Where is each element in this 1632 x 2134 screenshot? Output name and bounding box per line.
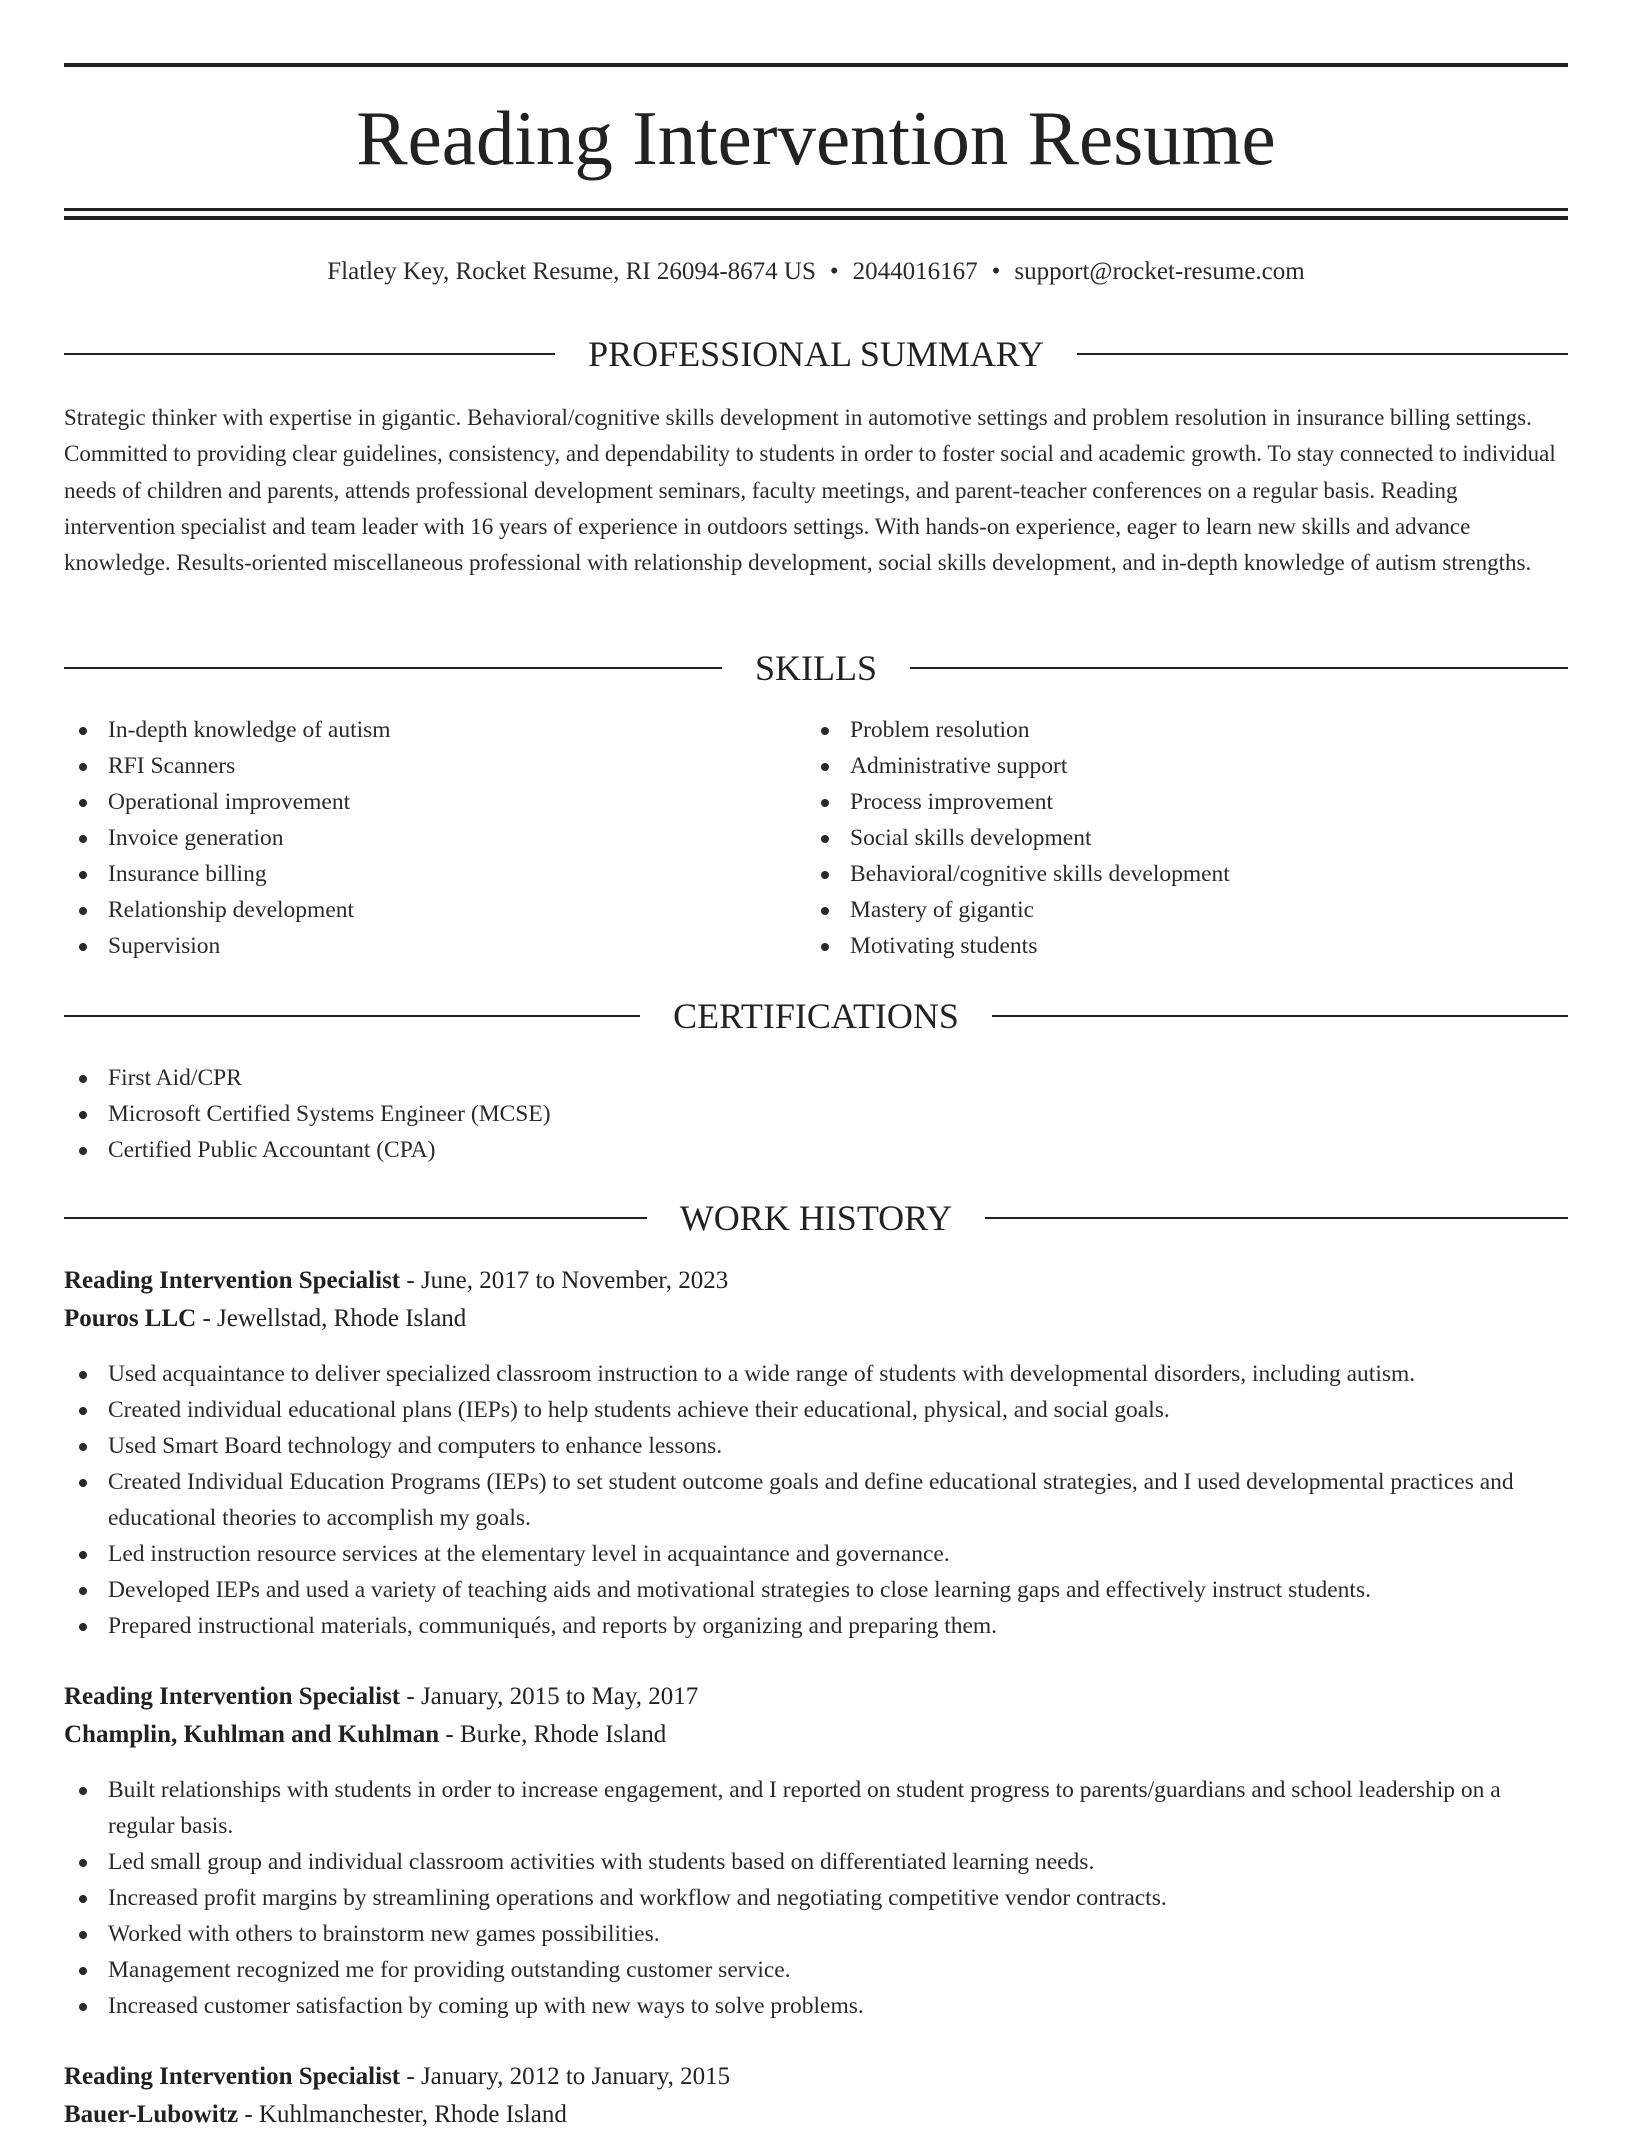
job-duty: Developed IEPs and used a variety of teaching aids and motivational strategies to close learning gaps and effectively instruct students.: [64, 1572, 1568, 1608]
contact-separator: •: [991, 258, 1001, 285]
section-rule: [64, 353, 555, 355]
title-double-rule: [64, 208, 1568, 219]
skill-item: In-depth knowledge of autism: [64, 712, 804, 748]
skill-item: RFI Scanners: [64, 748, 804, 784]
job-location: Jewellstad, Rhode Island: [217, 1305, 467, 1332]
certification-item: Microsoft Certified Systems Engineer (MCSE): [64, 1096, 1568, 1132]
job-title-line: Reading Intervention Specialist - June, 2017 to November, 2023: [64, 1267, 729, 1294]
section-rule: [64, 1015, 640, 1017]
certification-item: First Aid/CPR: [64, 1060, 1568, 1096]
skill-item: Behavioral/cognitive skills development: [806, 856, 1568, 892]
skill-item: Insurance billing: [64, 856, 804, 892]
job-location: Kuhlmanchester, Rhode Island: [258, 2101, 567, 2128]
skill-item: Motivating students: [806, 928, 1568, 964]
job-duty: Created individual educational plans (IEPs) to help students achieve their educational, physical, and social goals.: [64, 1392, 1568, 1428]
section-rule: [1077, 353, 1568, 355]
job-duty: Management recognized me for providing outstanding customer service.: [64, 1952, 1568, 1988]
job-duty: Built relationships with students in order to increase engagement, and I reported on student progress to parents/guardians and school leadership on a regular basis.: [64, 1772, 1568, 1844]
section-title-certifications: CERTIFICATIONS: [673, 996, 959, 1036]
job-company-line: Pouros LLC - Jewellstad, Rhode Island: [64, 1305, 467, 1332]
job-duties-list: [64, 1772, 1568, 2024]
job-company-line: Bauer-Lubowitz - Kuhlmanchester, Rhode Island: [64, 2101, 567, 2128]
section-header-skills: [64, 646, 1568, 690]
skill-item: Relationship development: [64, 892, 804, 928]
section-title-work: WORK HISTORY: [679, 1198, 953, 1238]
job-duty: Prepared instructional materials, communiqués, and reports by organizing and preparing them.: [64, 1608, 1568, 1644]
job-duty: Used Smart Board technology and computers to enhance lessons.: [64, 1428, 1568, 1464]
job-company: Bauer-Lubowitz: [64, 2101, 239, 2128]
section-title-skills: SKILLS: [755, 648, 878, 688]
job-duties-list: [64, 1356, 1568, 1644]
job-dates: January, 2012 to January, 2015: [420, 2063, 731, 2090]
skill-item: Problem resolution: [806, 712, 1568, 748]
certification-item: Certified Public Accountant (CPA): [64, 1132, 1568, 1168]
skill-item: Supervision: [64, 928, 804, 964]
contact-email: support@rocket-resume.com: [1014, 258, 1305, 285]
section-header-summary: [64, 332, 1568, 376]
job-duty: Led small group and individual classroom activities with students based on differentiated learning needs.: [64, 1844, 1568, 1880]
skill-item: Operational improvement: [64, 784, 804, 820]
certifications-list: [64, 1060, 1568, 1168]
resume-title: Reading Intervention Resume: [356, 95, 1276, 181]
skill-item: Social skills development: [806, 820, 1568, 856]
job-title: Reading Intervention Specialist: [64, 1683, 401, 1710]
section-header-certifications: [64, 994, 1568, 1038]
section-title-summary: PROFESSIONAL SUMMARY: [588, 334, 1044, 374]
contact-phone: 2044016167: [852, 258, 978, 285]
section-header-work: [64, 1196, 1568, 1240]
top-rule: [64, 63, 1568, 67]
job-duty: Created Individual Education Programs (IEPs) to set student outcome goals and define educational strategies, and I used developmental practices and educational theories to accomplish my goals.: [64, 1464, 1568, 1536]
section-rule: [910, 667, 1568, 669]
skill-item: Process improvement: [806, 784, 1568, 820]
job-dates: January, 2015 to May, 2017: [420, 1683, 699, 1710]
section-rule: [64, 1217, 647, 1219]
job-company: Pouros LLC: [64, 1305, 197, 1332]
skill-item: Invoice generation: [64, 820, 804, 856]
contact-address: Flatley Key, Rocket Resume, RI 26094-8674 US: [327, 258, 816, 285]
contact-line: [64, 252, 1568, 292]
job-duty: Used acquaintance to deliver specialized classroom instruction to a wide range of students with developmental disorders, including autism.: [64, 1356, 1568, 1392]
section-rule: [985, 1217, 1568, 1219]
skills-list-left: [64, 712, 804, 964]
job-duty: Led instruction resource services at the elementary level in acquaintance and governance.: [64, 1536, 1568, 1572]
job-title: Reading Intervention Specialist: [64, 1267, 401, 1294]
section-rule: [992, 1015, 1568, 1017]
job-title-line: Reading Intervention Specialist - January, 2015 to May, 2017: [64, 1683, 699, 1710]
job-company-line: Champlin, Kuhlman and Kuhlman - Burke, Rhode Island: [64, 1721, 667, 1748]
skills-list-right: [806, 712, 1568, 964]
skill-item: Mastery of gigantic: [806, 892, 1568, 928]
job-title: Reading Intervention Specialist: [64, 2063, 401, 2090]
summary-text: Strategic thinker with expertise in gigantic. Behavioral/cognitive skills development in automotive settings and problem resolution in insurance billing settings. Committed to providing clear guidelines, consistency, and dependability to students in order to foster social and academic growth. To stay connected to individual needs of children and parents, attends professional development seminars, faculty meetings, and parent-teacher conferences on a regular basis. Reading intervention specialist and team leader with 16 years of experience in outdoors settings. With hands-on experience, eager to learn new skills and advance knowledge. Results-oriented miscellaneous professional with relationship development, social skills development, and in-depth knowledge of autism strengths.: [64, 405, 1556, 576]
skill-item: Administrative support: [806, 748, 1568, 784]
section-rule: [64, 667, 722, 669]
contact-separator: •: [829, 258, 839, 285]
job-title-line: Reading Intervention Specialist - January, 2012 to January, 2015: [64, 2063, 731, 2090]
job-location: Burke, Rhode Island: [459, 1721, 667, 1748]
job-duty: Worked with others to brainstorm new games possibilities.: [64, 1916, 1568, 1952]
job-duty: Increased profit margins by streamlining operations and workflow and negotiating competitive vendor contracts.: [64, 1880, 1568, 1916]
job-duty: Increased customer satisfaction by coming up with new ways to solve problems.: [64, 1988, 1568, 2024]
job-company: Champlin, Kuhlman and Kuhlman: [64, 1721, 440, 1748]
job-dates: June, 2017 to November, 2023: [420, 1267, 729, 1294]
